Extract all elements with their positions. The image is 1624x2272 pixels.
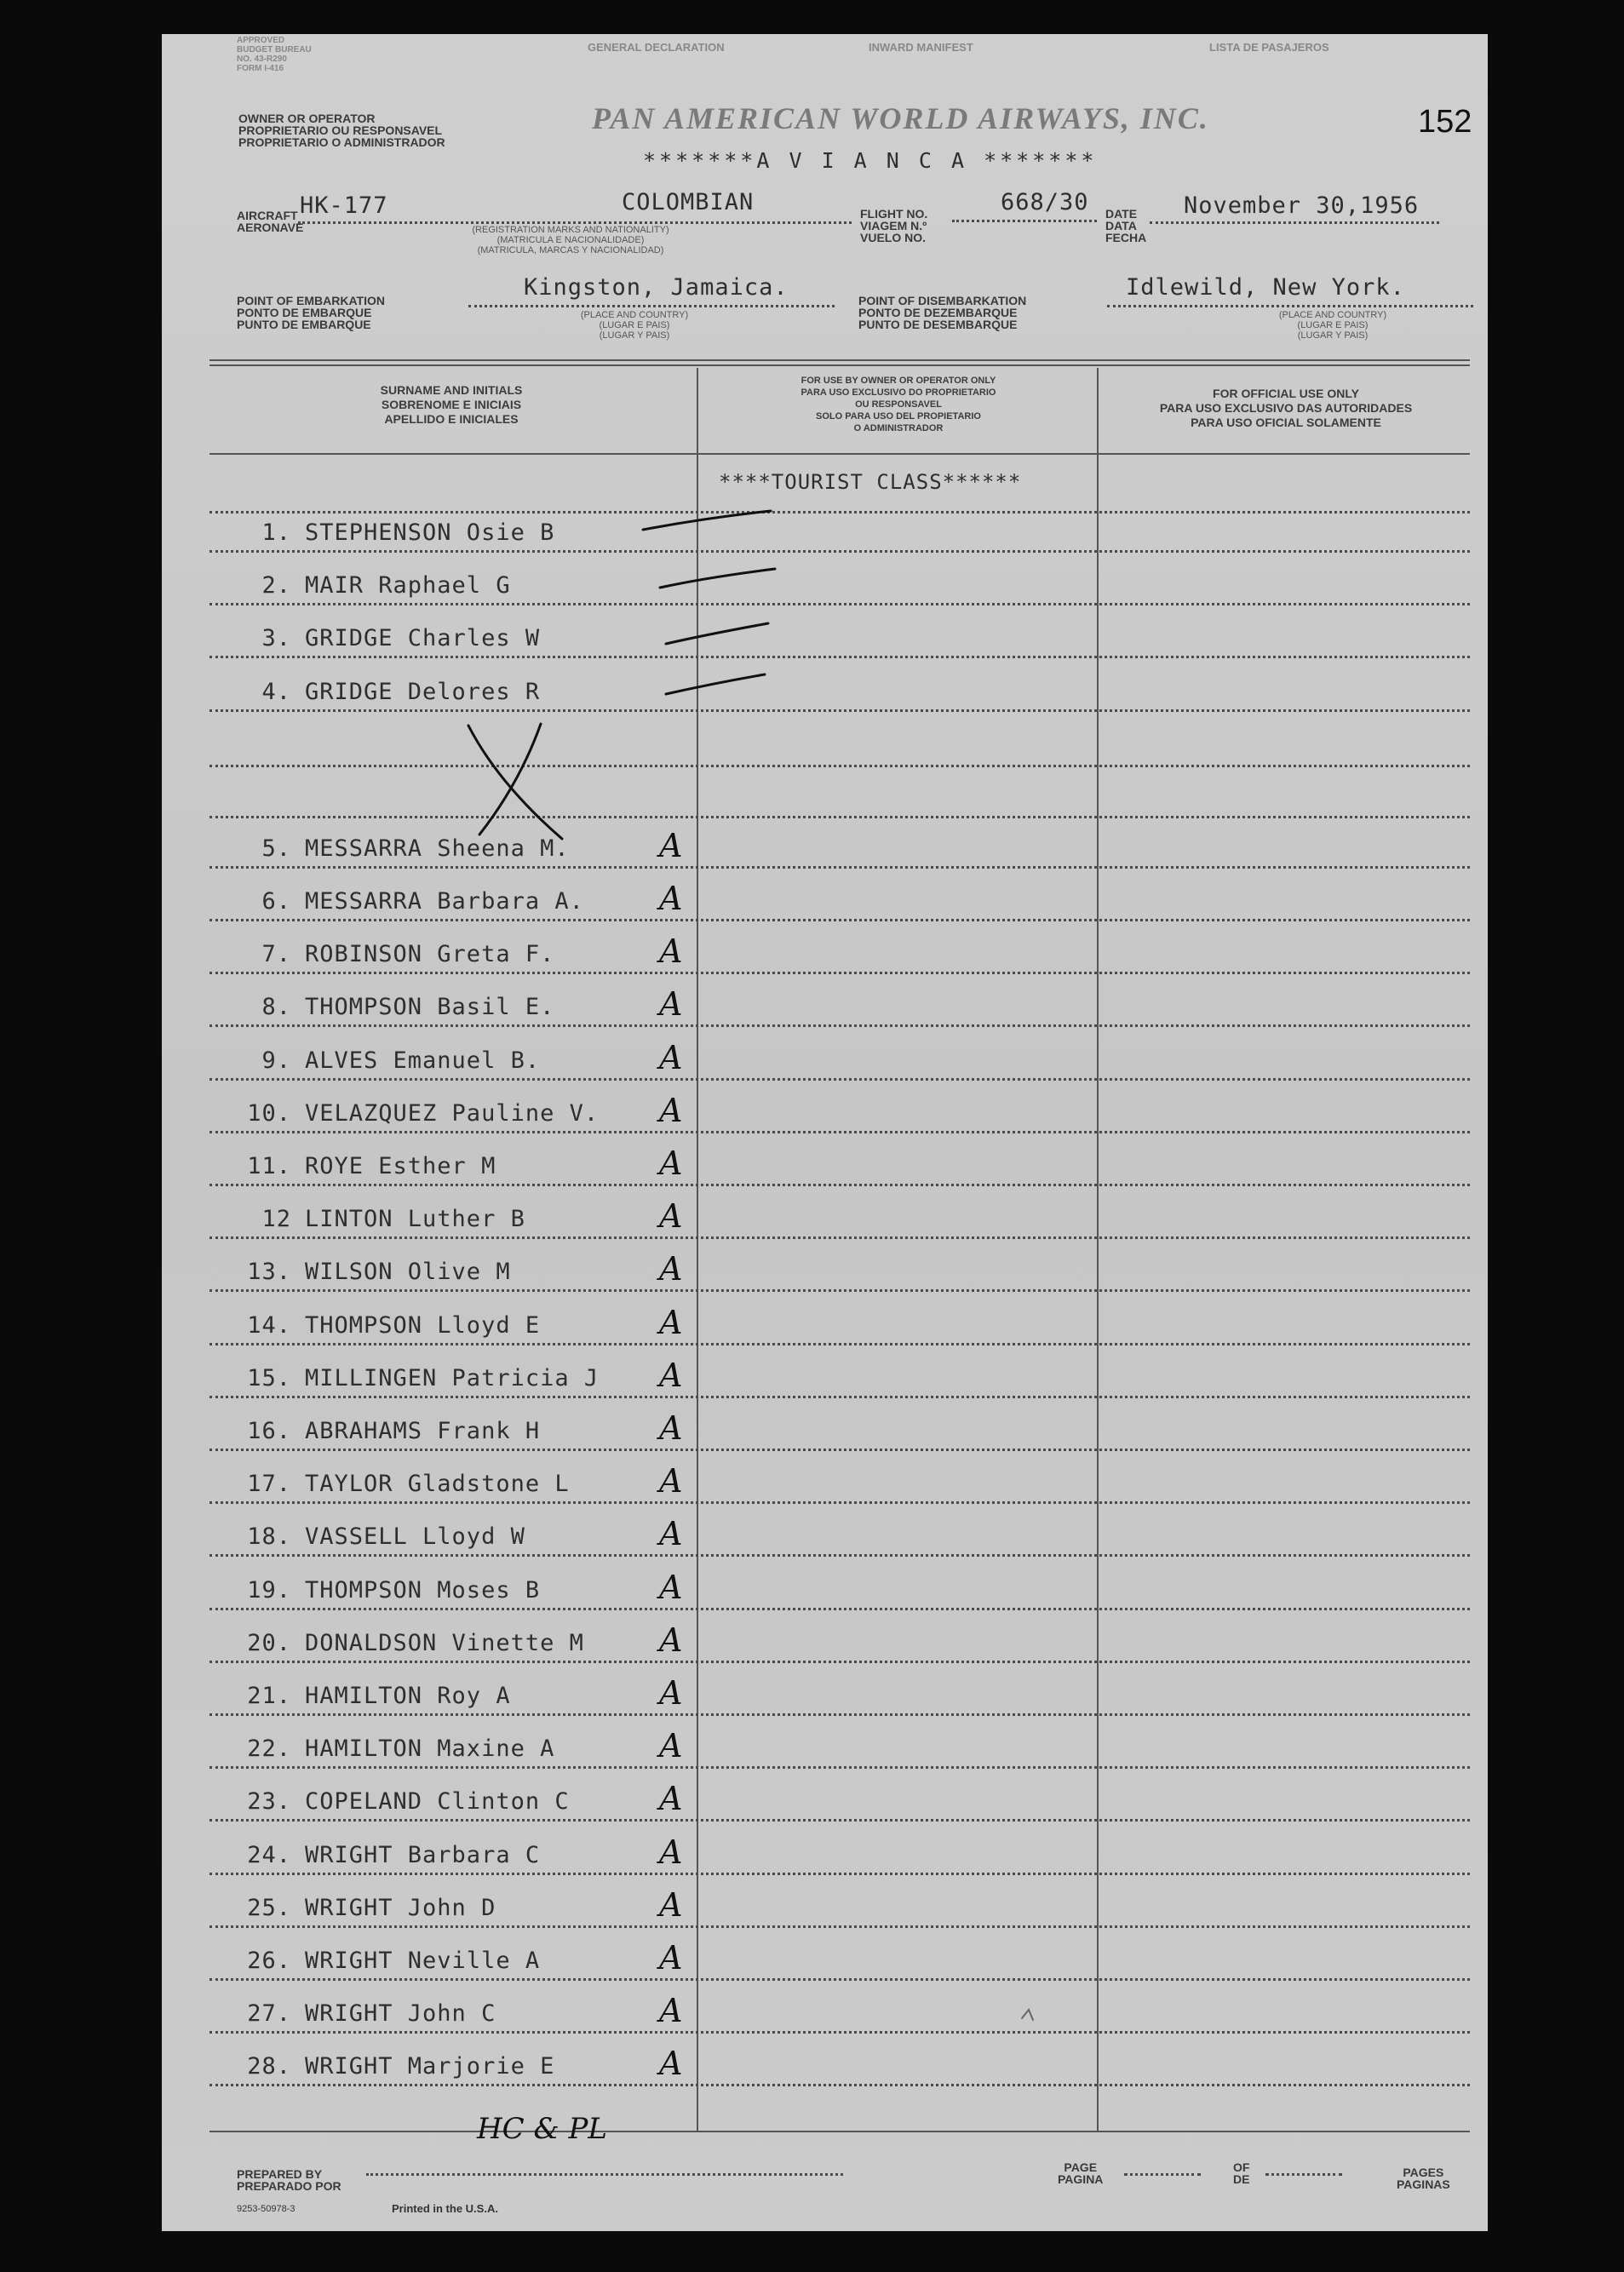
aircraft-nationality: COLOMBIAN: [622, 189, 755, 215]
passenger-name: WRIGHT Marjorie E: [305, 2053, 555, 2080]
admission-mark: A: [659, 1145, 683, 1182]
passenger-name: ROBINSON Greta F.: [305, 941, 555, 968]
passenger-number: 9.: [261, 1047, 291, 1074]
passenger-name: COPELAND Clinton C: [305, 1788, 570, 1816]
passenger-number: 3.: [261, 625, 291, 652]
tourist-class-label: ****TOURIST CLASS******: [719, 470, 1022, 494]
passenger-number: 1.: [261, 519, 291, 546]
passenger-number: 12: [261, 1206, 291, 1233]
admission-mark: A: [659, 932, 683, 971]
passenger-name: MESSARRA Sheena M.: [305, 835, 570, 862]
admission-mark: A: [659, 1091, 683, 1129]
passenger-number: 6.: [261, 888, 291, 915]
embarkation-place: Kingston, Jamaica.: [524, 274, 789, 301]
admission-mark: A: [659, 1674, 683, 1712]
passenger-number: 22.: [247, 1736, 291, 1763]
passenger-list-stamp: LISTA DE PASAJEROS: [1209, 41, 1329, 54]
passenger-name: THOMPSON Moses B: [305, 1576, 541, 1604]
admission-mark: A: [659, 1409, 683, 1447]
smudge-mark: [1022, 2010, 1033, 2020]
passenger-name: TAYLOR Gladstone L: [305, 1471, 570, 1498]
passenger-number: 25.: [247, 1894, 291, 1921]
owner-label: OWNER OR OPERATOR PROPRIETARIO OU RESPONSAVEL PROPRIETARIO O ADMINISTRADOR: [238, 112, 445, 149]
of-label: OF DE: [1233, 2160, 1250, 2186]
passenger-number: 2.: [261, 572, 291, 600]
prepared-by-label: PREPARED BY PREPARADO POR: [237, 2167, 341, 2193]
passenger-number: 21.: [247, 1683, 291, 1709]
passenger-number: 19.: [247, 1576, 291, 1604]
disembarkation-label: POINT OF DISEMBARKATION PONTO DE DEZEMBARQUE PUNTO DE DESEMBARQUE: [858, 294, 1027, 331]
admission-mark: A: [659, 1303, 683, 1341]
passenger-number: 17.: [247, 1471, 291, 1498]
passenger-number: 5.: [261, 835, 291, 862]
passenger-name: ROYE Esther M: [305, 1153, 496, 1179]
check-stroke-4: [666, 674, 765, 694]
pages-label: PAGES PAGINAS: [1397, 2166, 1450, 2191]
admission-mark: A: [659, 1356, 683, 1394]
passenger-name: WRIGHT Barbara C: [305, 1841, 541, 1868]
admission-mark: A: [659, 1568, 683, 1606]
prepared-by-signature: HC & PL: [477, 2112, 607, 2146]
company-name: PAN AMERICAN WORLD AIRWAYS, INC.: [592, 101, 1209, 135]
page-number: 152: [1418, 104, 1472, 140]
page-label: PAGE PAGINA: [1058, 2160, 1104, 2186]
passenger-number: 27.: [247, 2000, 291, 2028]
embarkation-label: POINT OF EMBARKATION PONTO DE EMBARQUE PUNTO DE EMBARQUE: [237, 294, 385, 331]
passenger-number: 16.: [247, 1418, 291, 1444]
admission-mark: A: [659, 985, 683, 1024]
passenger-name: MILLINGEN Patricia J: [305, 1364, 600, 1391]
manifest-stamp: INWARD MANIFEST: [869, 41, 973, 54]
passenger-number: 15.: [247, 1364, 291, 1391]
passenger-name: GRIDGE Charles W: [305, 625, 541, 652]
embarkation-caption: (PLACE AND COUNTRY) (LUGAR E PAIS) (LUGAR Y PAIS): [580, 310, 689, 341]
date-label: DATE DATA FECHA: [1105, 207, 1147, 244]
admission-mark: A: [659, 826, 683, 864]
approval-stamp: APPROVED BUDGET BUREAU NO. 43-R290 FORM I-416: [237, 36, 312, 73]
passenger-number: 24.: [247, 1841, 291, 1868]
passenger-name: STEPHENSON Osie B: [305, 519, 555, 546]
form-number: 9253-50978-3: [237, 2204, 296, 2214]
passenger-name: VELAZQUEZ Pauline V.: [305, 1099, 600, 1127]
cancel-x-stroke-2: [479, 724, 541, 835]
admission-mark: A: [659, 1038, 683, 1076]
admission-mark: A: [659, 1250, 683, 1288]
aircraft-caption: (REGISTRATION MARKS AND NATIONALITY) (MATRICULA E NACIONALIDADE) (MATRICULA, MARCAS Y NACIONALIDAD): [472, 225, 669, 255]
handwritten-annotations: [162, 34, 1488, 2231]
passenger-name: MESSARRA Barbara A.: [305, 888, 584, 915]
admission-mark: A: [659, 1939, 683, 1977]
flight-label: FLIGHT NO. VIAGEM N.º VUELO NO.: [860, 207, 928, 244]
passenger-name: MAIR Raphael G: [305, 572, 511, 600]
passenger-number: 10.: [247, 1099, 291, 1127]
passenger-number: 13.: [247, 1259, 291, 1286]
aircraft-registration: HK-177: [300, 192, 388, 219]
owner-use-column-header: FOR USE BY OWNER OR OPERATOR ONLY PARA USO EXCLUSIVO DO PROPRIETARIO OU RESPONSAVEL SOLO PARA USO DEL PROPIETARIO O ADMINISTRADOR: [801, 376, 996, 433]
admission-mark: A: [659, 2045, 683, 2083]
surname-column-header: SURNAME AND INITIALS SOBRENOME E INICIAIS APELLIDO E INICIALES: [380, 383, 523, 426]
printed-in-usa: Printed in the U.S.A.: [392, 2202, 498, 2215]
aircraft-label: AIRCRAFT AERONAVE: [237, 209, 304, 234]
passenger-name: THOMPSON Basil E.: [305, 994, 555, 1021]
admission-mark: A: [659, 1833, 683, 1871]
admission-mark: A: [659, 1992, 683, 2030]
admission-mark: A: [659, 1780, 683, 1818]
disembarkation-caption: (PLACE AND COUNTRY) (LUGAR E PAIS) (LUGAR Y PAIS): [1278, 310, 1387, 341]
passenger-number: 7.: [261, 941, 291, 968]
flight-date: November 30,1956: [1184, 192, 1420, 219]
passenger-name: GRIDGE Delores R: [305, 678, 541, 705]
passenger-name: WRIGHT John C: [305, 2000, 496, 2028]
passenger-name: HAMILTON Roy A: [305, 1683, 511, 1709]
passenger-name: WRIGHT John D: [305, 1894, 496, 1921]
passenger-name: HAMILTON Maxine A: [305, 1736, 555, 1763]
disembarkation-place: Idlewild, New York.: [1126, 274, 1405, 301]
admission-mark: A: [659, 1885, 683, 1924]
passenger-number: 20.: [247, 1629, 291, 1656]
passenger-name: LINTON Luther B: [305, 1206, 525, 1233]
passenger-number: 8.: [261, 994, 291, 1021]
passenger-name: ALVES Emanuel B.: [305, 1047, 541, 1074]
admission-mark: A: [659, 1462, 683, 1500]
passenger-name: ABRAHAMS Frank H: [305, 1418, 541, 1444]
passenger-name: DONALDSON Vinette M: [305, 1629, 584, 1656]
passenger-number: 26.: [247, 1948, 291, 1974]
official-use-column-header: FOR OFFICIAL USE ONLY PARA USO EXCLUSIVO DAS AUTORIDADES PARA USO OFICIAL SOLAMENTE: [1159, 387, 1413, 429]
passenger-number: 18.: [247, 1523, 291, 1551]
passenger-name: VASSELL Lloyd W: [305, 1523, 525, 1551]
check-stroke-1: [643, 511, 771, 530]
check-stroke-2: [660, 569, 775, 588]
passenger-number: 11.: [247, 1153, 291, 1179]
passenger-number: 23.: [247, 1788, 291, 1816]
flight-number: 668/30: [1001, 189, 1089, 215]
passenger-number: 4.: [261, 678, 291, 705]
admission-mark: A: [659, 1197, 683, 1236]
operator-name: *******A V I A N C A *******: [643, 148, 1098, 173]
admission-mark: A: [659, 1727, 683, 1765]
passenger-number: 14.: [247, 1311, 291, 1339]
check-stroke-3: [666, 623, 768, 644]
admission-mark: A: [659, 880, 683, 917]
admission-mark: A: [659, 1515, 683, 1553]
passenger-name: WRIGHT Neville A: [305, 1948, 541, 1974]
passenger-name: WILSON Olive M: [305, 1259, 511, 1286]
passenger-name: THOMPSON Lloyd E: [305, 1311, 541, 1339]
manifest-sheet: [162, 34, 1488, 2231]
admission-mark: A: [659, 1621, 683, 1659]
passenger-number: 28.: [247, 2053, 291, 2080]
declaration-stamp: GENERAL DECLARATION: [588, 41, 725, 54]
